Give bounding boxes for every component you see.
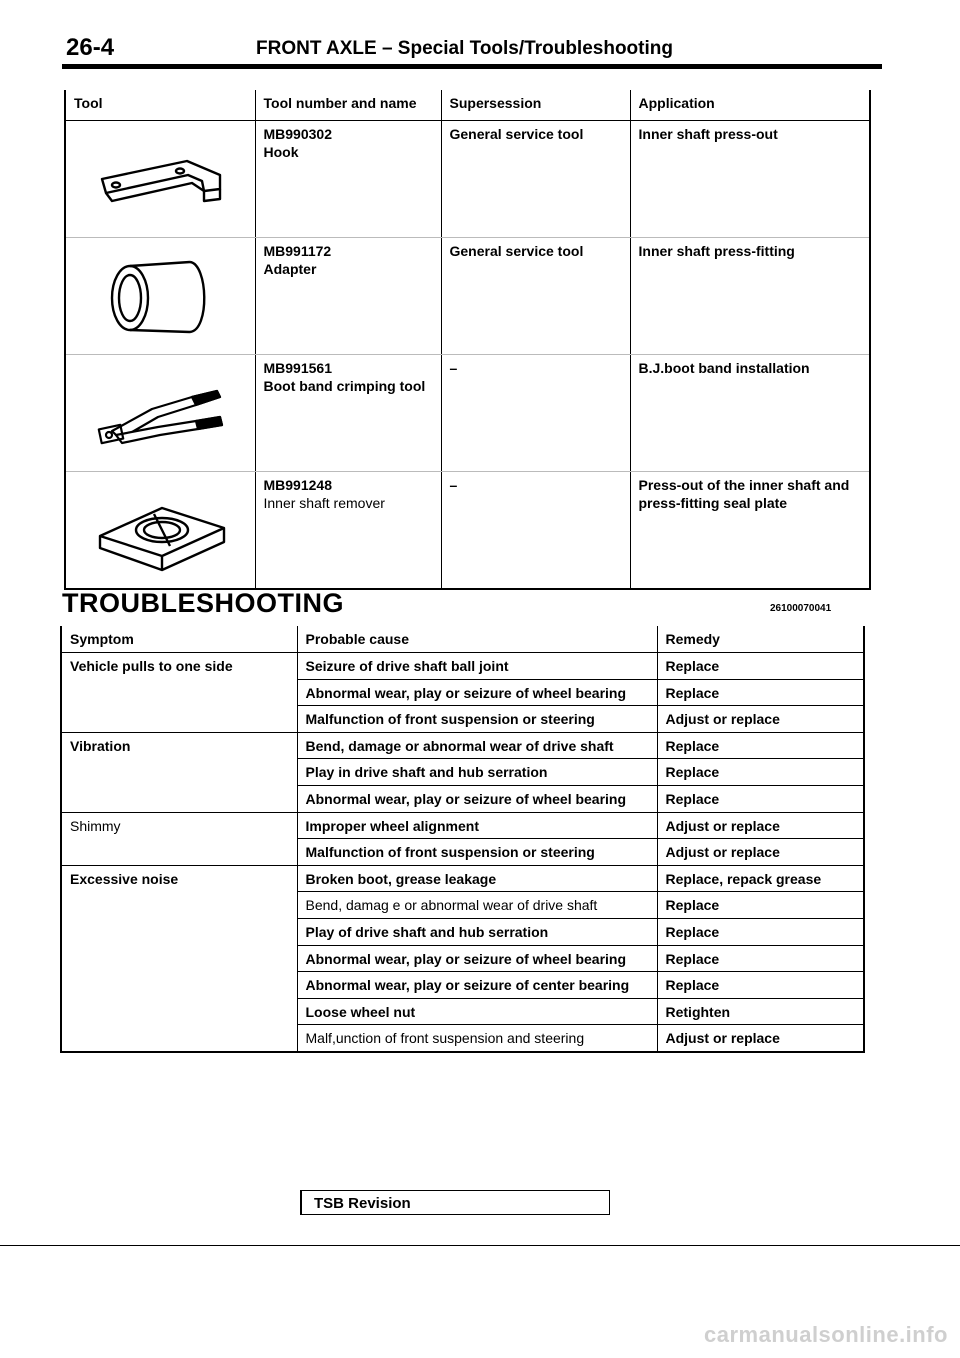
tool-number-name-cell bbox=[255, 121, 441, 238]
tool-row bbox=[65, 355, 870, 472]
tool-image-cell bbox=[65, 238, 255, 355]
tool-number-name-cell bbox=[255, 472, 441, 590]
tool-application: Inner shaft press-fitting bbox=[630, 238, 870, 355]
remedy: Adjust or replace bbox=[657, 706, 864, 733]
tool-number-name-cell bbox=[255, 355, 441, 472]
probable-cause: Malfunction of front suspension or steering bbox=[297, 839, 657, 866]
symptom: Vibration bbox=[61, 732, 297, 812]
tool-name: Inner shaft remover bbox=[263, 495, 385, 511]
crimping-tool-icon bbox=[92, 369, 232, 459]
trouble-col-remedy: Remedy bbox=[657, 626, 864, 653]
header-rule bbox=[62, 64, 882, 69]
remedy: Replace bbox=[657, 919, 864, 946]
probable-cause: Bend, damag e or abnormal wear of drive shaft bbox=[297, 892, 657, 919]
tool-image-cell bbox=[65, 472, 255, 590]
probable-cause: Abnormal wear, play or seizure of center bearing bbox=[297, 972, 657, 999]
probable-cause: Malf,unction of front suspension and steering bbox=[297, 1025, 657, 1052]
remedy: Replace bbox=[657, 786, 864, 813]
probable-cause: Loose wheel nut bbox=[297, 998, 657, 1025]
tool-name: Hook bbox=[263, 144, 299, 160]
probable-cause: Bend, damage or abnormal wear of drive shaft bbox=[297, 732, 657, 759]
tool-name: Adapter bbox=[263, 261, 317, 277]
tools-col-number-name: Tool number and name bbox=[255, 90, 441, 121]
remedy: Replace bbox=[657, 732, 864, 759]
tool-supersession: General service tool bbox=[441, 121, 630, 238]
troubleshooting-table bbox=[60, 626, 865, 1053]
probable-cause: Abnormal wear, play or seizure of wheel bearing bbox=[297, 679, 657, 706]
remedy: Adjust or replace bbox=[657, 839, 864, 866]
tool-number: MB991561 bbox=[263, 360, 332, 376]
remedy: Replace bbox=[657, 892, 864, 919]
tsb-revision-box: TSB Revision bbox=[300, 1190, 610, 1215]
symptom: Vehicle pulls to one side bbox=[61, 653, 297, 733]
remedy: Adjust or replace bbox=[657, 812, 864, 839]
special-tools-table bbox=[64, 90, 871, 590]
tools-col-tool: Tool bbox=[65, 90, 255, 121]
table-row bbox=[61, 653, 864, 680]
tool-supersession: General service tool bbox=[441, 238, 630, 355]
remedy: Replace bbox=[657, 653, 864, 680]
probable-cause: Broken boot, grease leakage bbox=[297, 865, 657, 892]
page-number: 26-4 bbox=[66, 34, 115, 61]
tool-row bbox=[65, 472, 870, 590]
remedy: Replace bbox=[657, 759, 864, 786]
table-row bbox=[61, 732, 864, 759]
tool-application: B.J.boot band installation bbox=[630, 355, 870, 472]
tool-number: MB991172 bbox=[263, 243, 332, 259]
trouble-col-cause: Probable cause bbox=[297, 626, 657, 653]
probable-cause: Improper wheel alignment bbox=[297, 812, 657, 839]
watermark: carmanualsonline.info bbox=[704, 1322, 948, 1347]
tool-row bbox=[65, 238, 870, 355]
footer-rule bbox=[0, 1245, 960, 1246]
trouble-col-symptom: Symptom bbox=[61, 626, 297, 653]
probable-cause: Abnormal wear, play or seizure of wheel bearing bbox=[297, 945, 657, 972]
probable-cause: Seizure of drive shaft ball joint bbox=[297, 653, 657, 680]
tools-col-supersession: Supersession bbox=[441, 90, 630, 121]
probable-cause: Malfunction of front suspension or steering bbox=[297, 706, 657, 733]
adapter-tool-icon bbox=[92, 252, 232, 342]
probable-cause: Abnormal wear, play or seizure of wheel bearing bbox=[297, 786, 657, 813]
section-code: 26100070041 bbox=[770, 603, 832, 614]
tool-application: Inner shaft press-out bbox=[630, 121, 870, 238]
tool-number-name-cell bbox=[255, 238, 441, 355]
remedy: Replace, repack grease bbox=[657, 865, 864, 892]
hook-tool-icon bbox=[92, 135, 232, 225]
tool-name: Boot band crimping tool bbox=[263, 378, 426, 394]
probable-cause: Play of drive shaft and hub serration bbox=[297, 919, 657, 946]
tools-col-application: Application bbox=[630, 90, 870, 121]
tool-supersession: – bbox=[441, 472, 630, 590]
remover-tool-icon bbox=[92, 486, 232, 576]
remedy: Replace bbox=[657, 972, 864, 999]
symptom: Shimmy bbox=[61, 812, 297, 865]
page-title: FRONT AXLE – Special Tools/Troubleshooting bbox=[256, 38, 673, 59]
troubleshooting-title: TROUBLESHOOTING bbox=[62, 588, 344, 618]
tool-image-cell bbox=[65, 121, 255, 238]
remedy: Adjust or replace bbox=[657, 1025, 864, 1052]
tool-image-cell bbox=[65, 355, 255, 472]
tool-supersession: – bbox=[441, 355, 630, 472]
remedy: Retighten bbox=[657, 998, 864, 1025]
remedy: Replace bbox=[657, 945, 864, 972]
table-row bbox=[61, 865, 864, 892]
table-row bbox=[61, 812, 864, 839]
probable-cause: Play in drive shaft and hub serration bbox=[297, 759, 657, 786]
remedy: Replace bbox=[657, 679, 864, 706]
tool-number: MB990302 bbox=[263, 126, 332, 142]
tool-number: MB991248 bbox=[263, 477, 332, 493]
tool-application: Press-out of the inner shaft and press-fitting seal plate bbox=[638, 477, 850, 511]
tools-header-row bbox=[65, 90, 870, 121]
tool-row bbox=[65, 121, 870, 238]
symptom: Excessive noise bbox=[61, 865, 297, 1051]
trouble-header-row bbox=[61, 626, 864, 653]
